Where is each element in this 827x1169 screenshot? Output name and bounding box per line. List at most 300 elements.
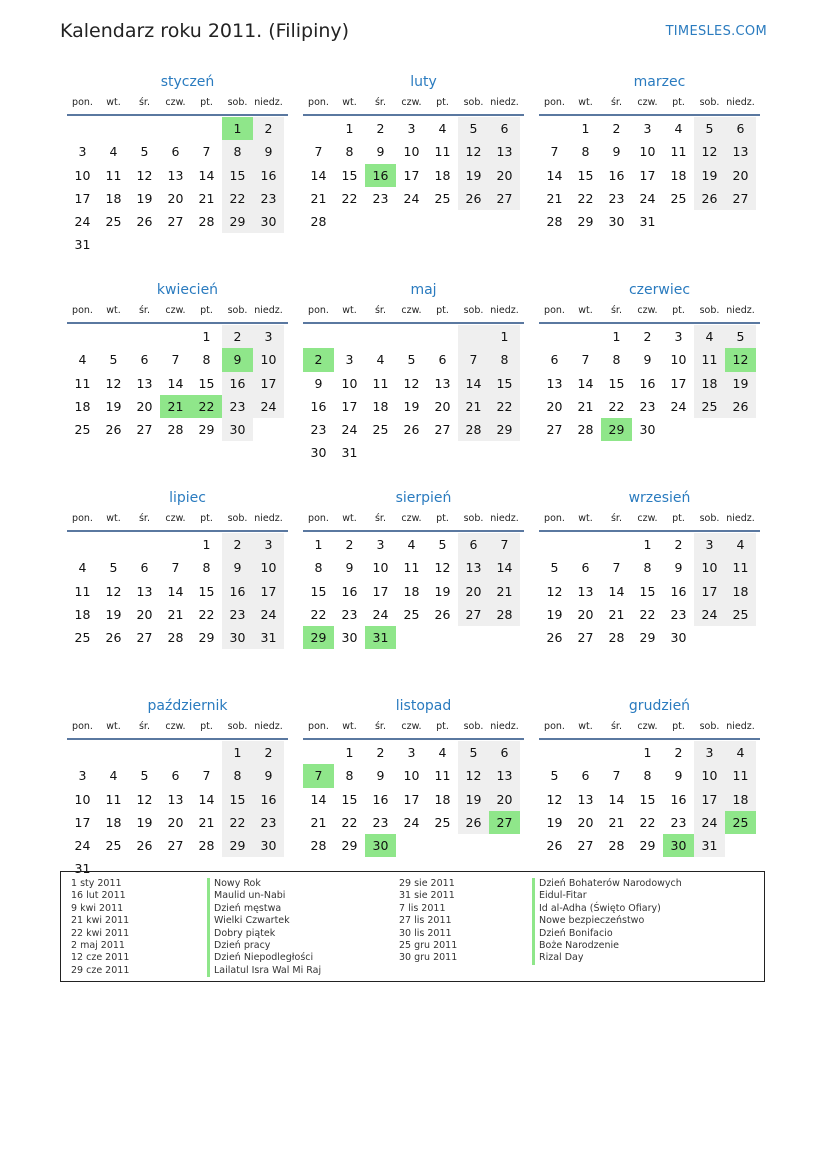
day-cell: 18 (725, 788, 756, 811)
day-cell: 30 (663, 834, 694, 857)
day-cell: 24 (253, 395, 284, 418)
weekday-label: sob. (227, 721, 248, 732)
day-cell: 5 (458, 117, 489, 140)
day-cell: 14 (608, 583, 625, 599)
weekday-label: pon. (544, 305, 565, 316)
weekday-label: czw. (637, 721, 658, 732)
day-cell: 24 (639, 190, 656, 206)
day-cell: 12 (694, 140, 725, 163)
day-cell: 21 (160, 395, 191, 418)
day-cell: 12 (725, 348, 756, 371)
weekday-label: wt. (342, 721, 357, 732)
day-cell: 4 (407, 537, 416, 552)
day-cell: 25 (670, 190, 687, 206)
day-cell: 25 (372, 422, 389, 438)
day-cell: 9 (674, 560, 683, 576)
day-cell: 15 (489, 372, 520, 395)
day-cell: 19 (403, 398, 420, 414)
empty-cell (489, 626, 520, 649)
day-cell: 6 (438, 352, 447, 368)
day-cell: 2 (345, 537, 354, 552)
day-cell: 24 (372, 606, 389, 622)
day-cell: 30 (253, 210, 284, 233)
day-cell: 28 (198, 214, 215, 230)
day-cell: 17 (694, 580, 725, 603)
day-cell: 22 (310, 606, 327, 622)
day-cell: 15 (310, 583, 327, 599)
weekday-header (303, 304, 524, 324)
weekday-label: śr. (138, 97, 150, 108)
day-grid (67, 741, 288, 881)
empty-cell (725, 626, 756, 649)
empty-cell (129, 741, 160, 764)
day-cell: 19 (105, 606, 122, 622)
weekday-label: sob. (699, 513, 720, 524)
weekday-label: sob. (463, 305, 484, 316)
day-cell: 16 (372, 791, 389, 807)
day-cell: 1 (222, 117, 253, 140)
weekday-label: niedz. (490, 305, 519, 316)
day-cell: 31 (365, 626, 396, 649)
day-cell: 20 (434, 398, 451, 414)
weekday-header (67, 96, 288, 116)
day-cell: 29 (222, 210, 253, 233)
day-cell: 30 (670, 630, 687, 646)
weekday-label: śr. (374, 513, 386, 524)
day-cell: 6 (140, 560, 149, 576)
day-cell: 29 (639, 838, 656, 854)
legend-holiday-name: Dzień Bohaterów Narodowych (532, 878, 682, 890)
day-cell: 3 (694, 741, 725, 764)
day-cell: 1 (222, 741, 253, 764)
weekday-label: czw. (401, 721, 422, 732)
day-cell: 8 (345, 768, 354, 784)
day-cell: 13 (489, 140, 520, 163)
day-cell: 31 (694, 834, 725, 857)
day-cell: 22 (489, 395, 520, 418)
day-cell: 7 (612, 768, 621, 784)
day-cell: 15 (577, 167, 594, 183)
day-cell: 5 (550, 768, 559, 784)
day-cell: 21 (546, 190, 563, 206)
weekday-label: wt. (578, 97, 593, 108)
day-cell: 9 (253, 140, 284, 163)
day-cell: 23 (253, 187, 284, 210)
day-cell: 13 (167, 791, 184, 807)
day-cell: 19 (725, 372, 756, 395)
day-cell: 21 (608, 814, 625, 830)
day-cell: 2 (612, 121, 621, 136)
day-cell: 5 (458, 741, 489, 764)
day-cell: 22 (341, 814, 358, 830)
day-cell: 12 (546, 791, 563, 807)
day-cell: 2 (674, 745, 683, 760)
day-cell: 22 (341, 190, 358, 206)
day-cell: 3 (78, 144, 87, 160)
day-cell: 25 (105, 214, 122, 230)
month-calendar (539, 280, 760, 488)
day-cell: 14 (608, 791, 625, 807)
day-cell: 13 (725, 140, 756, 163)
day-cell: 7 (202, 144, 211, 160)
day-cell: 3 (376, 537, 385, 552)
empty-cell (489, 441, 520, 464)
day-cell: 10 (403, 768, 420, 784)
empty-cell (67, 533, 98, 556)
day-cell: 14 (546, 167, 563, 183)
day-cell: 14 (167, 583, 184, 599)
day-cell: 6 (581, 768, 590, 784)
empty-cell (427, 834, 458, 857)
empty-cell (458, 626, 489, 649)
day-cell: 10 (341, 375, 358, 391)
day-cell: 5 (550, 560, 559, 576)
brand-logo-text[interactable]: TIMESLES.COM (665, 24, 767, 39)
month-name: marzec (633, 74, 686, 90)
day-cell: 6 (550, 352, 559, 368)
month-name: czerwiec (628, 282, 691, 298)
day-cell: 6 (489, 117, 520, 140)
day-cell: 4 (78, 560, 87, 576)
legend-date: 12 cze 2011 (71, 952, 130, 964)
legend-holiday-name: Dzień pracy (207, 940, 321, 952)
day-cell: 16 (253, 788, 284, 811)
weekday-label: niedz. (490, 513, 519, 524)
day-cell: 17 (670, 375, 687, 391)
day-grid (539, 741, 760, 857)
day-cell: 5 (438, 537, 447, 552)
empty-cell (489, 834, 520, 857)
weekday-label: wt. (342, 305, 357, 316)
day-cell: 28 (489, 603, 520, 626)
day-cell: 5 (140, 768, 149, 784)
day-cell: 1 (643, 537, 652, 552)
empty-cell (396, 210, 427, 233)
weekday-header (67, 720, 288, 740)
day-cell: 26 (136, 214, 153, 230)
empty-cell (427, 210, 458, 233)
day-cell: 2 (643, 329, 652, 344)
day-cell: 26 (546, 630, 563, 646)
day-cell: 29 (601, 418, 632, 441)
day-cell: 29 (303, 626, 334, 649)
day-cell: 5 (109, 560, 118, 576)
day-cell: 12 (546, 583, 563, 599)
day-cell: 30 (341, 630, 358, 646)
day-cell: 20 (489, 788, 520, 811)
day-cell: 24 (74, 214, 91, 230)
day-cell: 14 (310, 791, 327, 807)
day-cell: 17 (341, 398, 358, 414)
weekday-label: śr. (610, 305, 622, 316)
empty-cell (160, 741, 191, 764)
empty-cell (725, 418, 756, 441)
weekday-label: wt. (106, 513, 121, 524)
day-cell: 30 (222, 418, 253, 441)
day-cell: 17 (639, 167, 656, 183)
month-name: sierpień (395, 490, 452, 506)
weekday-label: pt. (200, 513, 213, 524)
day-cell: 3 (694, 533, 725, 556)
weekday-label: śr. (374, 97, 386, 108)
day-cell: 4 (109, 144, 118, 160)
empty-cell (98, 741, 129, 764)
month-calendar (303, 72, 524, 280)
day-cell: 7 (202, 768, 211, 784)
day-cell: 11 (74, 375, 91, 391)
empty-cell (427, 626, 458, 649)
day-cell: 31 (341, 445, 358, 461)
day-cell: 22 (222, 811, 253, 834)
empty-cell (98, 533, 129, 556)
weekday-header (67, 304, 288, 324)
day-cell: 30 (639, 422, 656, 438)
day-cell: 24 (403, 814, 420, 830)
day-grid (539, 117, 760, 233)
month-calendar (67, 488, 288, 696)
day-cell: 13 (434, 375, 451, 391)
day-cell: 15 (639, 583, 656, 599)
day-cell: 11 (725, 764, 756, 787)
day-cell: 27 (546, 422, 563, 438)
month-calendar (539, 72, 760, 280)
day-cell: 6 (581, 560, 590, 576)
day-cell: 29 (198, 422, 215, 438)
month-calendar (303, 280, 524, 488)
legend-holiday-name: Eidul-Fitar (532, 890, 682, 902)
day-cell: 7 (171, 352, 180, 368)
day-cell: 22 (639, 814, 656, 830)
weekday-label: czw. (637, 513, 658, 524)
legend-date: 16 lut 2011 (71, 890, 126, 902)
weekday-label: wt. (342, 97, 357, 108)
day-cell: 20 (725, 164, 756, 187)
empty-cell (191, 233, 222, 256)
day-cell: 7 (581, 352, 590, 368)
empty-cell (334, 210, 365, 233)
day-cell: 27 (577, 630, 594, 646)
day-cell: 14 (310, 167, 327, 183)
weekday-label: czw. (401, 513, 422, 524)
empty-cell (253, 418, 284, 441)
day-cell: 25 (434, 190, 451, 206)
empty-cell (303, 741, 334, 764)
empty-cell (129, 233, 160, 256)
day-cell: 9 (643, 352, 652, 368)
day-cell: 5 (140, 144, 149, 160)
day-cell: 19 (546, 606, 563, 622)
day-cell: 25 (434, 814, 451, 830)
empty-cell (303, 325, 334, 348)
day-cell: 17 (253, 372, 284, 395)
weekday-header (303, 512, 524, 532)
empty-cell (160, 325, 191, 348)
day-cell: 9 (376, 144, 385, 160)
day-cell: 16 (253, 164, 284, 187)
empty-cell (489, 210, 520, 233)
day-cell: 6 (140, 352, 149, 368)
day-cell: 19 (136, 814, 153, 830)
day-cell: 3 (407, 121, 416, 136)
empty-cell (160, 233, 191, 256)
weekday-label: sob. (463, 721, 484, 732)
day-cell: 23 (670, 606, 687, 622)
weekday-label: czw. (637, 305, 658, 316)
day-cell: 7 (314, 144, 323, 160)
day-cell: 17 (694, 788, 725, 811)
day-cell: 10 (372, 560, 389, 576)
day-cell: 20 (546, 398, 563, 414)
day-cell: 11 (434, 768, 451, 784)
page-title: Kalendarz roku 2011. (Filipiny) (60, 20, 350, 42)
day-cell: 30 (222, 626, 253, 649)
weekday-label: pon. (72, 305, 93, 316)
day-cell: 21 (310, 814, 327, 830)
day-cell: 11 (694, 348, 725, 371)
weekday-label: czw. (637, 97, 658, 108)
day-cell: 11 (74, 583, 91, 599)
day-cell: 22 (639, 606, 656, 622)
day-cell: 22 (608, 398, 625, 414)
day-cell: 23 (341, 606, 358, 622)
day-cell: 10 (694, 556, 725, 579)
day-cell: 23 (222, 603, 253, 626)
month-name: kwiecień (156, 282, 219, 298)
day-cell: 19 (694, 164, 725, 187)
legend-date: 2 maj 2011 (71, 939, 125, 951)
day-cell: 11 (105, 167, 122, 183)
day-cell: 17 (253, 580, 284, 603)
day-cell: 20 (489, 164, 520, 187)
day-cell: 30 (608, 214, 625, 230)
empty-cell (191, 741, 222, 764)
day-cell: 27 (458, 603, 489, 626)
day-cell: 25 (403, 606, 420, 622)
legend-date: 30 gru 2011 (399, 952, 458, 964)
day-cell: 8 (489, 348, 520, 371)
day-cell: 11 (725, 556, 756, 579)
day-cell: 11 (670, 144, 687, 160)
weekday-label: pt. (672, 721, 685, 732)
day-cell: 27 (577, 838, 594, 854)
day-cell: 20 (136, 398, 153, 414)
day-cell: 27 (434, 422, 451, 438)
day-cell: 19 (458, 788, 489, 811)
empty-cell (191, 117, 222, 140)
day-cell: 5 (407, 352, 416, 368)
empty-cell (160, 533, 191, 556)
month-calendar (67, 280, 288, 488)
day-cell: 8 (222, 764, 253, 787)
day-cell: 29 (489, 418, 520, 441)
day-grid (303, 117, 524, 233)
day-cell: 15 (341, 167, 358, 183)
day-cell: 28 (167, 630, 184, 646)
day-cell: 15 (222, 788, 253, 811)
weekday-header (303, 96, 524, 116)
day-cell: 30 (310, 445, 327, 461)
weekday-label: pon. (72, 721, 93, 732)
day-cell: 21 (577, 398, 594, 414)
legend-holiday-name: Wielki Czwartek (207, 915, 321, 927)
empty-cell (365, 441, 396, 464)
weekday-label: pt. (200, 721, 213, 732)
day-grid (539, 325, 760, 441)
legend-date: 31 sie 2011 (399, 890, 455, 902)
day-cell: 16 (222, 372, 253, 395)
day-cell: 17 (74, 190, 91, 206)
empty-cell (601, 741, 632, 764)
day-cell: 16 (365, 164, 396, 187)
empty-cell (365, 210, 396, 233)
weekday-label: czw. (165, 721, 186, 732)
day-cell: 3 (78, 768, 87, 784)
day-cell: 14 (198, 167, 215, 183)
day-grid (303, 325, 524, 465)
day-cell: 20 (577, 606, 594, 622)
day-cell: 9 (222, 348, 253, 371)
day-grid (539, 533, 760, 649)
day-cell: 1 (202, 329, 211, 344)
day-cell: 26 (694, 187, 725, 210)
day-cell: 1 (643, 745, 652, 760)
weekday-label: niedz. (254, 305, 283, 316)
weekday-label: pon. (72, 513, 93, 524)
day-cell: 18 (434, 791, 451, 807)
weekday-header (539, 512, 760, 532)
months-grid (67, 72, 761, 904)
day-cell: 16 (608, 167, 625, 183)
day-cell: 4 (78, 352, 87, 368)
empty-cell (98, 325, 129, 348)
day-cell: 29 (222, 834, 253, 857)
day-grid (67, 325, 288, 441)
day-cell: 14 (167, 375, 184, 391)
day-cell: 23 (639, 398, 656, 414)
day-cell: 17 (403, 167, 420, 183)
legend-date: 22 kwi 2011 (71, 927, 130, 939)
empty-cell (396, 834, 427, 857)
day-cell: 28 (608, 630, 625, 646)
weekday-label: pon. (72, 97, 93, 108)
day-grid (67, 117, 288, 257)
day-cell: 28 (577, 422, 594, 438)
day-cell: 10 (694, 764, 725, 787)
legend-holiday-name: Lailatul Isra Wal Mi Raj (207, 965, 321, 977)
day-cell: 8 (612, 352, 621, 368)
day-cell: 15 (639, 791, 656, 807)
empty-cell (129, 117, 160, 140)
weekday-label: pon. (544, 721, 565, 732)
empty-cell (396, 325, 427, 348)
day-cell: 26 (403, 422, 420, 438)
day-cell: 13 (458, 556, 489, 579)
day-cell: 16 (222, 580, 253, 603)
day-cell: 21 (198, 190, 215, 206)
day-cell: 30 (365, 834, 396, 857)
day-cell: 13 (136, 583, 153, 599)
empty-cell (458, 325, 489, 348)
legend-dates-col-1 (71, 878, 129, 977)
empty-cell (458, 441, 489, 464)
weekday-label: pt. (436, 305, 449, 316)
weekday-header (539, 720, 760, 740)
month-name: wrzesień (628, 490, 691, 506)
day-cell: 10 (74, 167, 91, 183)
weekday-label: niedz. (726, 513, 755, 524)
day-cell: 10 (253, 348, 284, 371)
day-cell: 26 (434, 606, 451, 622)
